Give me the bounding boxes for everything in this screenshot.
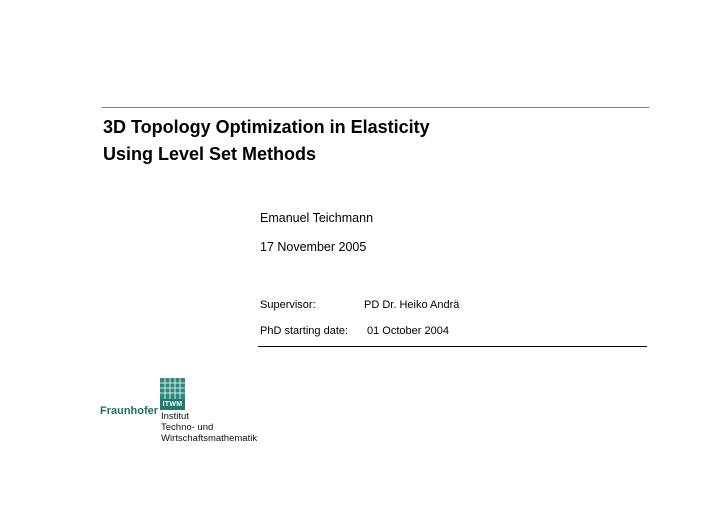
title-line-1: 3D Topology Optimization in Elasticity (103, 117, 430, 137)
itwm-grid-icon (160, 378, 185, 399)
institute-line-1: Institut (161, 411, 189, 422)
supervisor-label: Supervisor: (260, 299, 316, 311)
title-line-2: Using Level Set Methods (103, 144, 317, 164)
author-name: Emanuel Teichmann (260, 211, 374, 225)
top-divider (102, 107, 649, 108)
institute-line-2: Techno- und (161, 422, 214, 433)
phd-start-value: 01 October 2004 (367, 325, 449, 337)
itwm-badge: ITWM (160, 399, 185, 410)
presentation-date: 17 November 2005 (260, 240, 367, 254)
institute-line-3: Wirtschaftsmathematik (161, 433, 258, 444)
phd-start-label: PhD starting date: (260, 325, 349, 337)
supervisor-value: PD Dr. Heiko Andrä (364, 299, 460, 311)
bottom-divider (258, 346, 647, 347)
fraunhofer-logo-text: Fraunhofer (100, 405, 159, 417)
